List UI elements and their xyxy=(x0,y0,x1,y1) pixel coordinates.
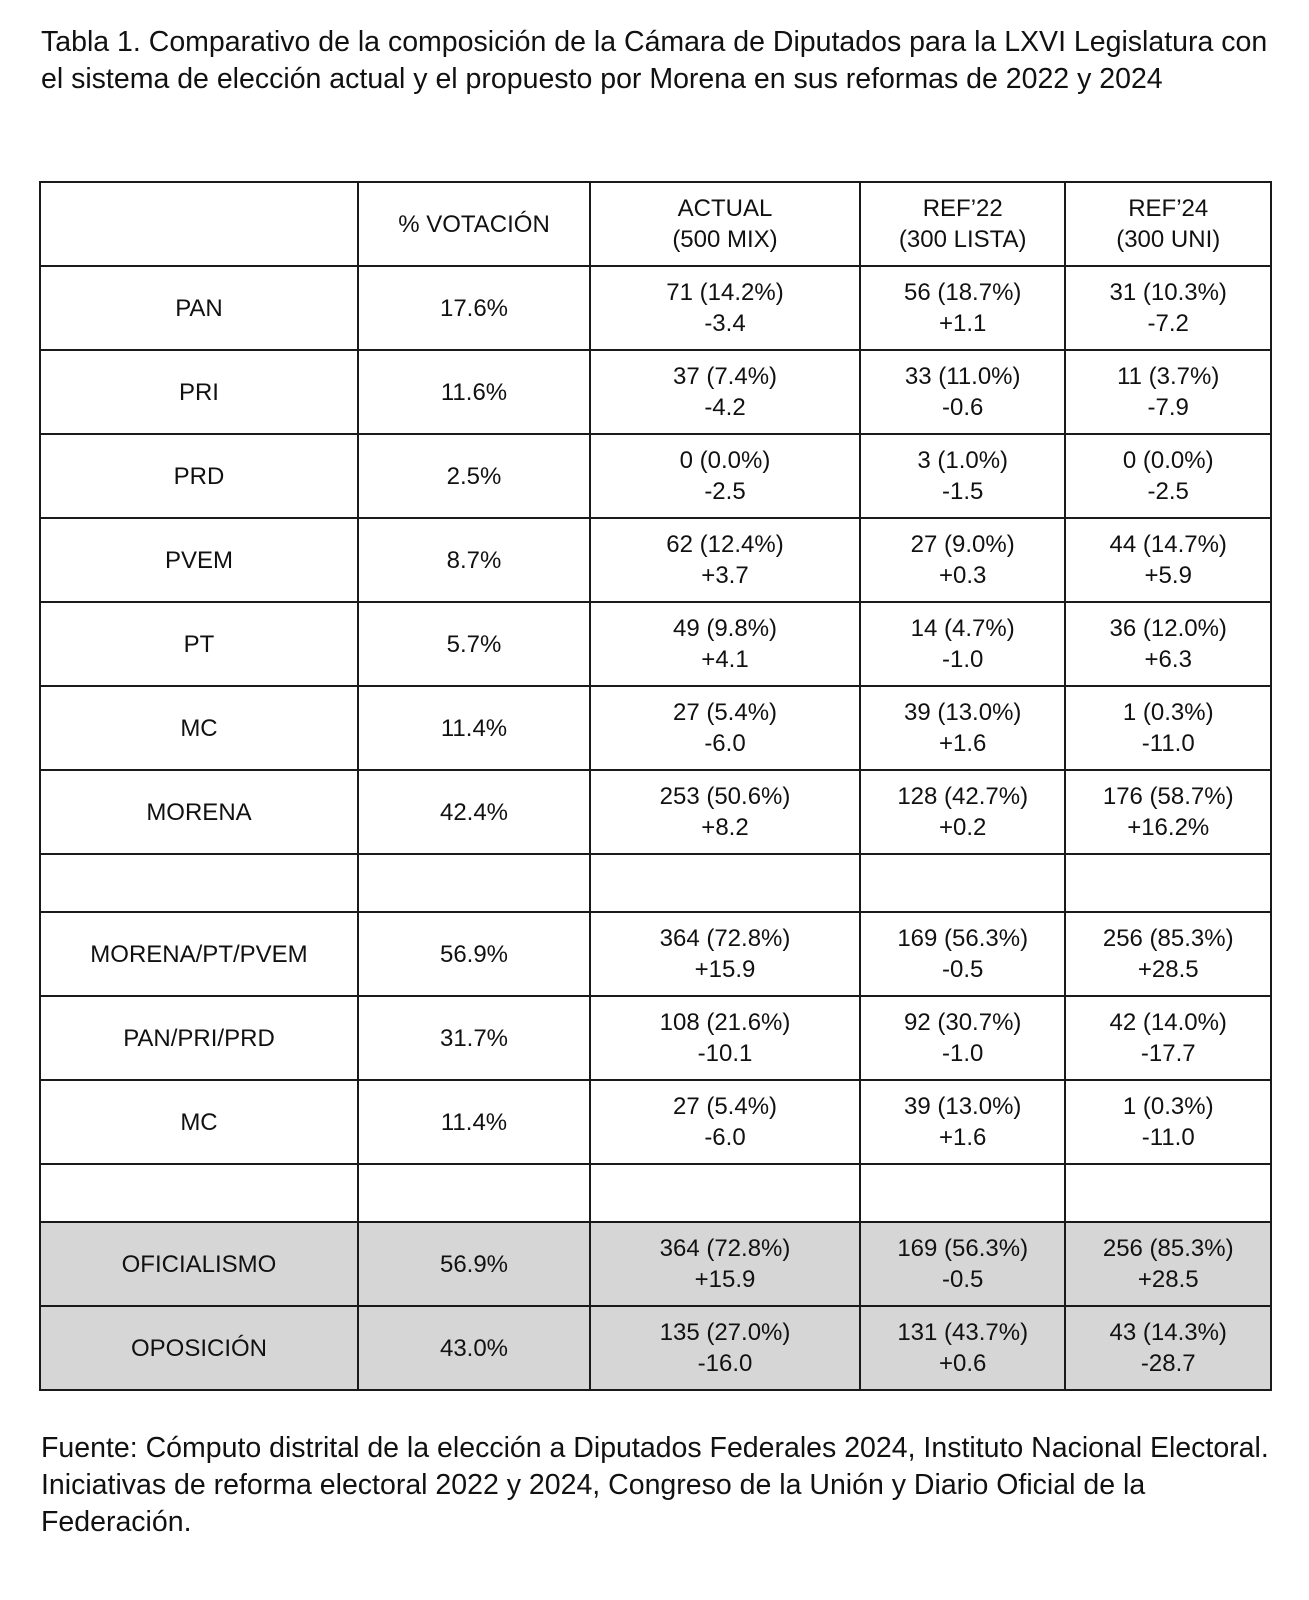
ref24-cell: 1 (0.3%) -11.0 xyxy=(1065,1080,1271,1164)
actual-cell: 49 (9.8%) +4.1 xyxy=(590,602,860,686)
vote-cell: 42.4% xyxy=(358,770,590,854)
party-cell: MORENA xyxy=(40,770,358,854)
source-note: Fuente: Cómputo distrital de la elección a Diputados Federales 2024, Instituto Nacional Electoral. Iniciativas de reforma electoral 2022 y 2024, Congreso de la Unión y Diario Oficial de la Federación. xyxy=(41,1432,1269,1538)
ref22-cell: 169 (56.3%) -0.5 xyxy=(860,1222,1066,1306)
vote-cell: 5.7% xyxy=(358,602,590,686)
ref22-cell: 3 (1.0%) -1.5 xyxy=(860,434,1066,518)
composition-table xyxy=(39,181,1272,1391)
ref24-cell: 42 (14.0%) -17.7 xyxy=(1065,996,1271,1080)
ref22-cell: 131 (43.7%) +0.6 xyxy=(860,1306,1066,1390)
ref24-cell: 256 (85.3%) +28.5 xyxy=(1065,912,1271,996)
header-cell-vote: % VOTACIÓN xyxy=(358,182,590,266)
ref22-cell: 14 (4.7%) -1.0 xyxy=(860,602,1066,686)
party-cell: PRI xyxy=(40,350,358,434)
actual-cell: 135 (27.0%) -16.0 xyxy=(590,1306,860,1390)
header-cell-actual: ACTUAL (500 MIX) xyxy=(590,182,860,266)
ref24-cell: 1 (0.3%) -11.0 xyxy=(1065,686,1271,770)
party-cell: MC xyxy=(40,1080,358,1164)
vote-cell: 17.6% xyxy=(358,266,590,350)
ref24-cell: 11 (3.7%) -7.9 xyxy=(1065,350,1271,434)
ref22-cell: 56 (18.7%) +1.1 xyxy=(860,266,1066,350)
spacer-row xyxy=(40,1164,1271,1222)
party-cell: PAN/PRI/PRD xyxy=(40,996,358,1080)
party-cell: PRD xyxy=(40,434,358,518)
coalition-row xyxy=(40,912,1271,996)
table-row xyxy=(40,770,1271,854)
ref24-cell: 176 (58.7%) +16.2% xyxy=(1065,770,1271,854)
actual-cell: 37 (7.4%) -4.2 xyxy=(590,350,860,434)
party-cell: OFICIALISMO xyxy=(40,1222,358,1306)
ref22-cell: 169 (56.3%) -0.5 xyxy=(860,912,1066,996)
coalition-row xyxy=(40,996,1271,1080)
ref24-cell: 36 (12.0%) +6.3 xyxy=(1065,602,1271,686)
ref22-cell: 92 (30.7%) -1.0 xyxy=(860,996,1066,1080)
table-row xyxy=(40,266,1271,350)
actual-cell: 27 (5.4%) -6.0 xyxy=(590,686,860,770)
actual-cell: 253 (50.6%) +8.2 xyxy=(590,770,860,854)
actual-cell: 0 (0.0%) -2.5 xyxy=(590,434,860,518)
table-row xyxy=(40,518,1271,602)
actual-cell: 62 (12.4%) +3.7 xyxy=(590,518,860,602)
vote-cell: 11.4% xyxy=(358,686,590,770)
table-row xyxy=(40,686,1271,770)
table-row xyxy=(40,434,1271,518)
party-cell: PVEM xyxy=(40,518,358,602)
vote-cell: 31.7% xyxy=(358,996,590,1080)
vote-cell: 43.0% xyxy=(358,1306,590,1390)
actual-cell: 71 (14.2%) -3.4 xyxy=(590,266,860,350)
ref24-cell: 0 (0.0%) -2.5 xyxy=(1065,434,1271,518)
vote-cell: 11.6% xyxy=(358,350,590,434)
ref24-cell: 43 (14.3%) -28.7 xyxy=(1065,1306,1271,1390)
vote-cell: 56.9% xyxy=(358,912,590,996)
party-cell: MC xyxy=(40,686,358,770)
party-cell: OPOSICIÓN xyxy=(40,1306,358,1390)
ref22-cell: 39 (13.0%) +1.6 xyxy=(860,686,1066,770)
ref22-cell: 128 (42.7%) +0.2 xyxy=(860,770,1066,854)
vote-cell: 8.7% xyxy=(358,518,590,602)
vote-cell: 11.4% xyxy=(358,1080,590,1164)
spacer-row xyxy=(40,854,1271,912)
coalition-row xyxy=(40,1080,1271,1164)
table-title: Tabla 1. Comparativo de la composición de la Cámara de Diputados para la LXVI Legislatura con el sistema de elección actual y el propuesto por Morena en sus reformas de 2022 y 2024 xyxy=(41,26,1268,95)
header-cell-ref22: REF’22 (300 LISTA) xyxy=(860,182,1066,266)
ref24-cell: 256 (85.3%) +28.5 xyxy=(1065,1222,1271,1306)
vote-cell: 56.9% xyxy=(358,1222,590,1306)
actual-cell: 108 (21.6%) -10.1 xyxy=(590,996,860,1080)
table-row xyxy=(40,350,1271,434)
bloc-row xyxy=(40,1222,1271,1306)
ref24-cell: 31 (10.3%) -7.2 xyxy=(1065,266,1271,350)
actual-cell: 364 (72.8%) +15.9 xyxy=(590,1222,860,1306)
actual-cell: 364 (72.8%) +15.9 xyxy=(590,912,860,996)
header-row xyxy=(40,182,1271,266)
ref22-cell: 39 (13.0%) +1.6 xyxy=(860,1080,1066,1164)
ref22-cell: 27 (9.0%) +0.3 xyxy=(860,518,1066,602)
party-cell: PT xyxy=(40,602,358,686)
party-cell: PAN xyxy=(40,266,358,350)
header-cell-ref24: REF’24 (300 UNI) xyxy=(1065,182,1271,266)
ref22-cell: 33 (11.0%) -0.6 xyxy=(860,350,1066,434)
bloc-row xyxy=(40,1306,1271,1390)
header-cell-party xyxy=(40,182,358,266)
table-row xyxy=(40,602,1271,686)
ref24-cell: 44 (14.7%) +5.9 xyxy=(1065,518,1271,602)
vote-cell: 2.5% xyxy=(358,434,590,518)
party-cell: MORENA/PT/PVEM xyxy=(40,912,358,996)
actual-cell: 27 (5.4%) -6.0 xyxy=(590,1080,860,1164)
